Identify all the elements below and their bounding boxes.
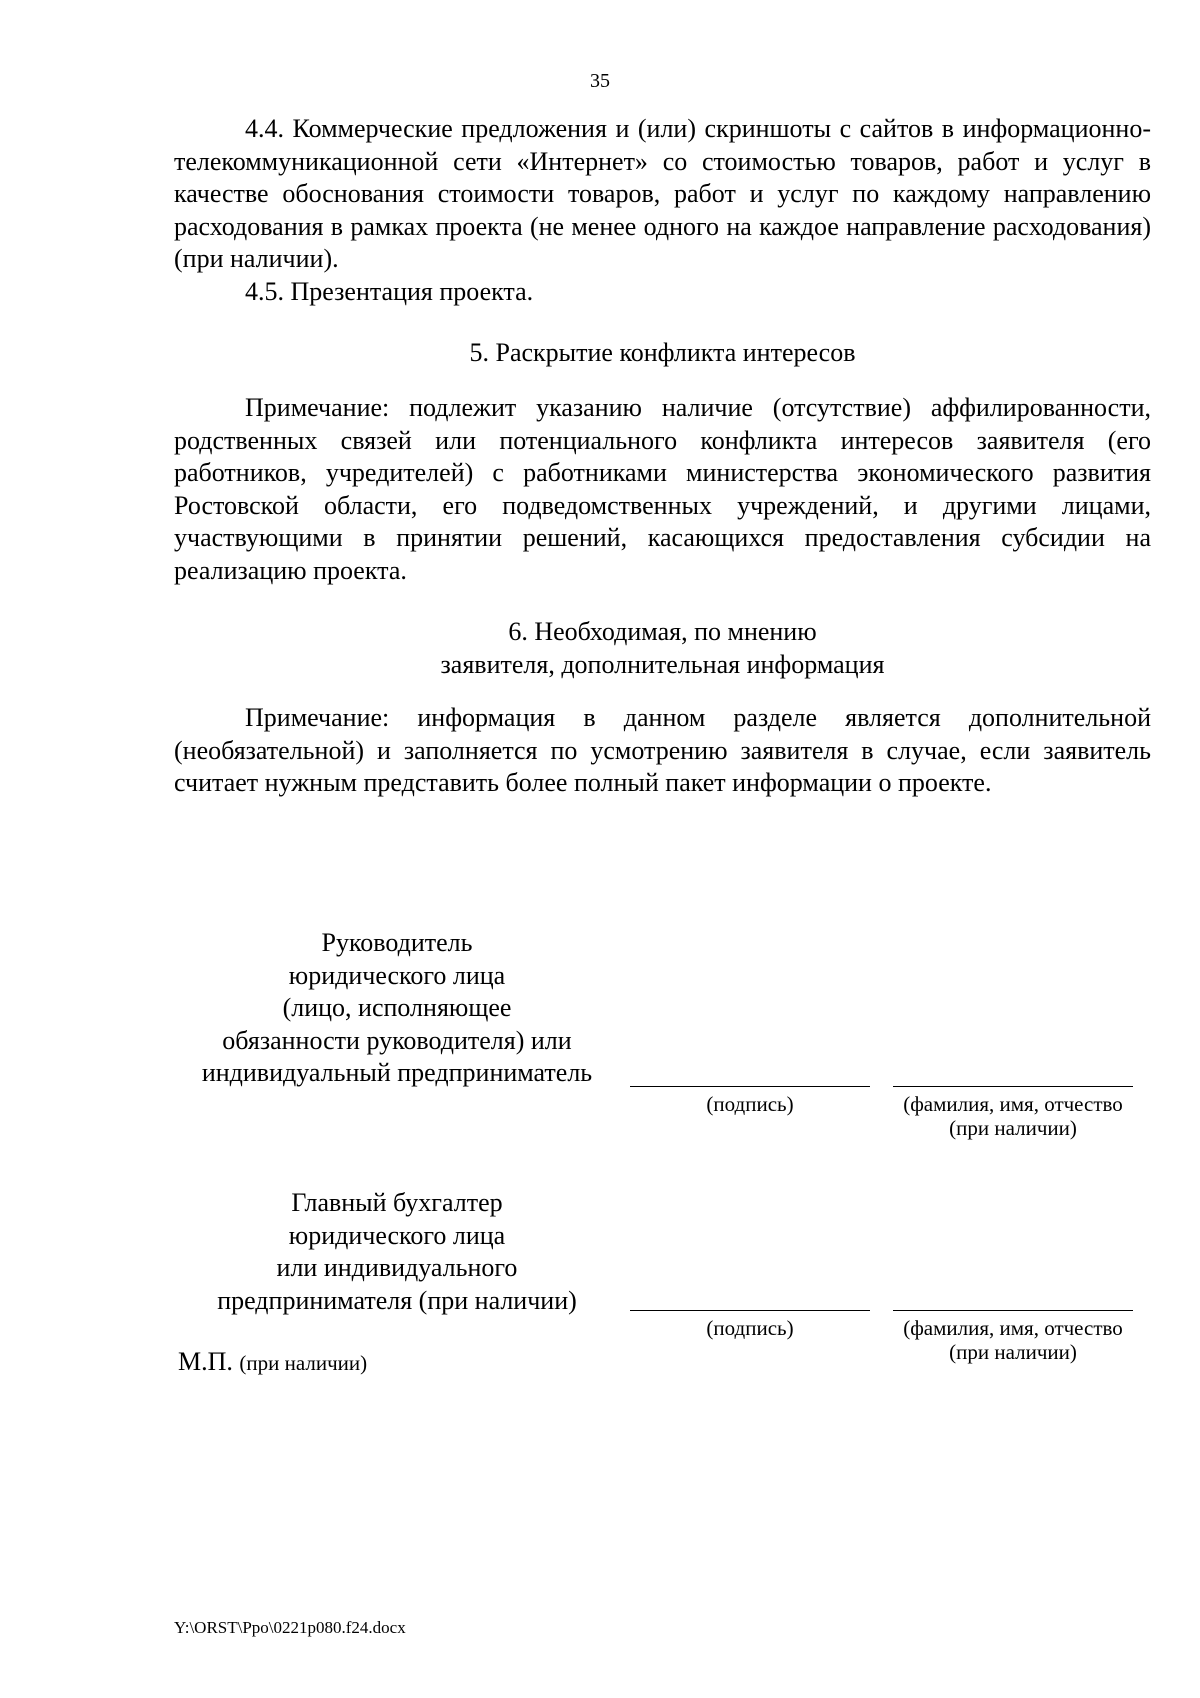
- item-4-4-text: 4.4. Коммерческие предложения и (или) скриншоты с сайтов в информационно-телекоммуникационной сети «Интернет» со стоимостью товаров, работ и услуг в качестве обоснования стоимости товаров, работ и услуг по каждому направлению расходования в рамках проекта (не менее одного на каждое направление расходования) (при наличии).: [174, 114, 1151, 273]
- accountant-name-caption: [868, 1316, 1158, 1364]
- section-6-heading-line2: заявителя, дополнительная информация: [440, 649, 885, 679]
- accountant-title-line: или индивидуального: [276, 1253, 518, 1282]
- head-signatory-title: [172, 927, 622, 1090]
- section-5-heading: 5. Раскрытие конфликта интересов: [469, 338, 856, 367]
- section-5-note: [174, 392, 1151, 587]
- section-5-note-text: Примечание: подлежит указанию наличие (отсутствие) аффилированности, родственных связей или потенциального конфликта интересов заявителя (его работников, учредителей) с работниками министерства экономического развития Ростовской области, его подведомственных учреждений, и другими лицами, участвующими в принятии решений, касающихся предоставления субсидии на реализацию проекта.: [174, 393, 1151, 585]
- head-title-line: Руководитель: [321, 928, 473, 957]
- section-6-note: [174, 702, 1151, 800]
- stamp-note: (при наличии): [239, 1351, 368, 1375]
- item-4-5-text: 4.5. Презентация проекта.: [245, 276, 534, 306]
- page-number: 35: [590, 70, 610, 92]
- item-4-4: [174, 113, 1151, 308]
- section-5: [174, 337, 1151, 370]
- head-signature-caption: (подпись): [706, 1092, 794, 1116]
- accountant-title-line: юридического лица: [288, 1220, 506, 1250]
- head-title-line: (лицо, исполняющее: [282, 993, 512, 1022]
- accountant-signatory-title: [172, 1187, 622, 1317]
- accountant-name-caption-line1: (фамилия, имя, отчество: [903, 1316, 1123, 1340]
- accountant-signature-caption: (подпись): [706, 1316, 794, 1340]
- head-signature-line: [630, 1086, 870, 1087]
- head-name-caption-line2: (при наличии): [949, 1116, 1077, 1140]
- accountant-title-line: предпринимателя (при наличии): [217, 1285, 577, 1315]
- section-6: [174, 616, 1151, 681]
- accountant-name-caption-line2: (при наличии): [949, 1340, 1077, 1364]
- head-name-caption: [868, 1092, 1158, 1140]
- head-name-line: [893, 1086, 1133, 1087]
- accountant-name-line: [893, 1310, 1133, 1311]
- head-title-line: юридического лица: [288, 960, 506, 990]
- stamp-label: М.П.: [178, 1347, 233, 1376]
- head-name-caption-line1: (фамилия, имя, отчество: [903, 1092, 1123, 1116]
- section-6-note-text: Примечание: информация в данном разделе является дополнительной (необязательной) и заполняется по усмотрению заявителя в случае, если заявитель считает нужным представить более полный пакет информации о проекте.: [174, 703, 1151, 797]
- stamp-place: [178, 1347, 367, 1377]
- head-title-line: индивидуальный предприниматель: [201, 1058, 593, 1087]
- accountant-signature-line: [630, 1310, 870, 1311]
- file-path-footer: Y:\ORST\Ppo\0221p080.f24.docx: [174, 1618, 406, 1637]
- accountant-title-line: Главный бухгалтер: [291, 1188, 503, 1217]
- head-title-line: обязанности руководителя) или: [222, 1025, 572, 1055]
- section-6-heading-line1: 6. Необходимая, по мнению: [508, 617, 817, 646]
